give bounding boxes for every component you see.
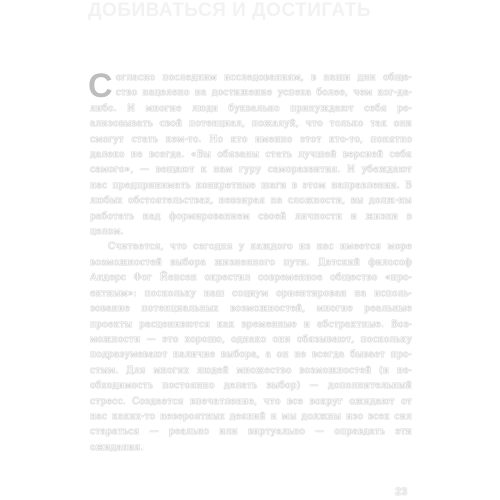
drop-cap: С — [88, 67, 113, 105]
paragraph-1-text: огласно последним исследованиям, в наши дни обще-ство нацелено на достижение успеха более, чем ког-да-либо. И многие люди буквально принуждают себя ре-ализовывать свой потенциал, пожалуй, что только так они смогут стать кем-то. Но кто именно этот кто-то, понятно далеко не всегда. «Вы обязаны стать лучшей версией себя самого», — вещают к нам гуру саморазвития. И убеждают нас предпринимать конкретные шаги в этом направлении. В любых обстоятельствах, невзирая на сложности, вы долж-ны работать над формированием своей личности и жизни в целом. — [90, 72, 412, 238]
page-heading: ДОБИВАТЬСЯ И ДОСТИГАТЬ — [88, 0, 371, 21]
paragraph-1 — [88, 67, 412, 239]
page-number: 23 — [395, 486, 408, 498]
paragraph-2: Считается, что сегодня у каждого из нас имеется море возможностей выбора жизненного пути. Датский философ Андерс Фог Йенсен окрестил современное общество «про-ектным»: поскольку наш социум ориентирован на исполь-зование потенциальных возможностей, многие реальные проекты расценивются как временные и абстрактные. Воз-можности — это хорошо, однако они обязывают, поскольку подразумевают наличие выбора, а он не всегда бывает про-стым. Для многих людей множество возможностей (и не-обходимость постоянно делать выбор) — дополнительный стресс. Создается впечатление, что все вокруг ожидают от нас каких-то невероятных деяний и мы должны изо всех сил стараться — реально или виртуально — оправдать эти ожидания. — [90, 241, 412, 453]
body-text — [88, 67, 412, 455]
